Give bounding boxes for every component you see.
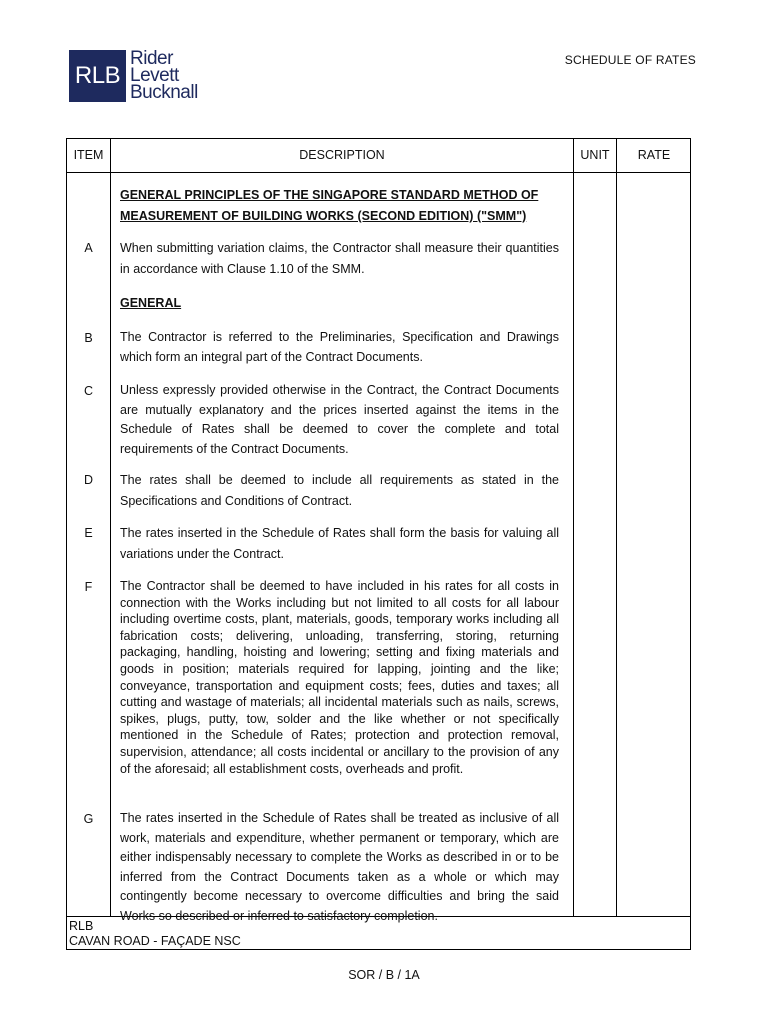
item-text: When submitting variation claims, the Contractor shall measure their quantities in accordance with Clause 1.10 of the SMM. — [120, 241, 559, 276]
column-divider — [616, 139, 617, 917]
logo-mark: RLB — [69, 50, 126, 102]
footer-company: RLB — [69, 919, 94, 933]
header-divider — [67, 172, 690, 173]
column-divider — [573, 139, 574, 917]
item-label: G — [83, 812, 94, 826]
logo-word-3: Bucknall — [130, 82, 198, 103]
item-text: Unless expressly provided otherwise in the Contract, the Contract Documents are mutually explanatory and the prices inserted against the items in the Schedule of Rates shall be deemed to cover the complete and total requirements of the Contract Documents. — [120, 383, 559, 456]
item-text: The Contractor is referred to the Preliminaries, Specification and Drawings which form an integral part of the Contract Documents. — [120, 330, 559, 364]
logo-word-1: Rider — [130, 48, 173, 69]
item-label: A — [84, 241, 93, 255]
item-text: The Contractor shall be deemed to have included in his rates for all costs in connection with the Works including but not limited to all costs for all labour including overtime costs, plant, materials, goods, temporary works including all fabrication costs; delivering, unloading, transferring, storing, returning packaging, handling, hoisting and lowering; setting and fixing materials and goods in position; materials required for lapping, jointing and the like; conveyance, transportation and equipment costs; fees, duties and taxes; all cutting and wastage of materials; all incidental materials such as nails, screws, spikes, plugs, putty, tow, solder and the like whether or not specifically mentioned in the Schedule of Rates; protection and protection removal, supervision, attendance; all costs incidental or ancillary to the provision of any of the aforesaid; all establishment costs, overheads and profit. — [120, 579, 559, 776]
header-description: DESCRIPTION — [299, 148, 385, 162]
item-text: The rates inserted in the Schedule of Rates shall form the basis for valuing all variations under the Contract. — [120, 526, 559, 561]
page-number: SOR / B / 1A — [348, 968, 420, 982]
header-rate: RATE — [637, 148, 671, 162]
document-title: SCHEDULE OF RATES — [564, 53, 696, 67]
schedule-table — [66, 138, 691, 950]
item-label: B — [84, 331, 93, 345]
header-unit: UNIT — [580, 148, 610, 162]
logo-word-2: Levett — [130, 65, 179, 86]
item-label: E — [84, 526, 93, 540]
item-label: F — [84, 580, 93, 594]
section-heading: GENERAL PRINCIPLES OF THE SINGAPORE STANDARD METHOD OF MEASUREMENT OF BUILDING WORKS (SECOND EDITION) ("SMM") — [120, 188, 539, 223]
column-divider — [110, 139, 111, 917]
item-text: The rates shall be deemed to include all requirements as stated in the Specifications and Conditions of Contract. — [120, 473, 559, 508]
company-logo — [69, 50, 198, 102]
item-text: The rates inserted in the Schedule of Rates shall be treated as inclusive of all work, materials and expenditure, whether permanent or temporary, which are either indispensably necessary to complete the Works as described in or to be inferred from the Contract Documents taken as a whole or which may contingently become necessary to overcome difficulties and bring the said Works so described or inferred to satisfactory completion. — [120, 811, 559, 923]
item-label: C — [83, 384, 94, 398]
footer-project: CAVAN ROAD - FAÇADE NSC — [69, 934, 241, 948]
section-heading: GENERAL — [120, 296, 182, 310]
header-item: ITEM — [73, 148, 104, 162]
logo-wordmark — [130, 50, 198, 102]
item-label: D — [83, 473, 94, 487]
